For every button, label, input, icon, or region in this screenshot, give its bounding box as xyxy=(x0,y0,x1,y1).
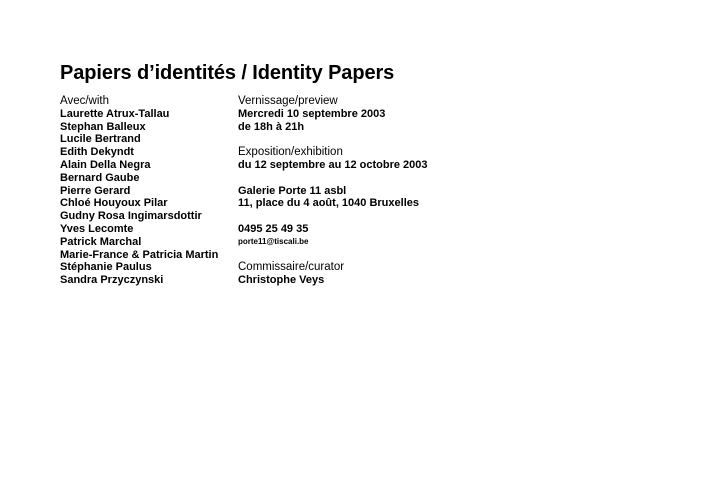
artist-name: Sandra Przyczynski xyxy=(60,274,164,287)
spacer xyxy=(238,133,428,146)
exhibition-dates: du 12 septembre au 12 octobre 2003 xyxy=(238,158,428,171)
venue-name: Galerie Porte 11 asbl xyxy=(238,184,347,197)
spacer xyxy=(238,172,428,185)
preview-date: Mercredi 10 septembre 2003 xyxy=(238,107,386,120)
artist-name: Yves Lecomte xyxy=(60,222,134,235)
curator-label: Commissaire/curator xyxy=(238,261,345,274)
curator-name: Christophe Veys xyxy=(238,274,325,287)
page-title: Papiers d’identités / Identity Papers xyxy=(60,62,395,84)
artist-name: Bernard Gaube xyxy=(60,171,140,184)
artist-name: Pierre Gerard xyxy=(60,184,131,197)
artists-label: Avec/with xyxy=(60,95,110,107)
exhibition-label: Exposition/exhibition xyxy=(238,146,343,159)
preview-time: de 18h à 21h xyxy=(238,120,305,133)
artist-name: Gudny Rosa Ingimarsdottir xyxy=(60,210,202,223)
info-column xyxy=(238,95,428,287)
artist-name: Patrick Marchal xyxy=(60,235,142,248)
artist-name: Lucile Bertrand xyxy=(60,133,141,146)
artist-name: Laurette Atrux-Tallau xyxy=(60,107,170,120)
preview-label: Vernissage/preview xyxy=(238,95,338,107)
artist-name: Edith Dekyndt xyxy=(60,146,134,159)
venue-phone: 0495 25 49 35 xyxy=(238,222,309,235)
artist-name: Marie-France & Patricia Martin xyxy=(60,248,219,261)
artist-name: Alain Della Negra xyxy=(60,158,151,171)
artists-column xyxy=(60,95,218,287)
artist-name: Chloé Houyoux Pilar xyxy=(60,197,168,210)
spacer xyxy=(238,249,428,262)
artist-name: Stephan Balleux xyxy=(60,120,146,133)
spacer xyxy=(238,210,428,223)
venue-email: porte11@tiscali.be xyxy=(238,236,309,246)
venue-address: 11, place du 4 août, 1040 Bruxelles xyxy=(238,197,419,210)
artist-name: Stéphanie Paulus xyxy=(60,261,152,274)
